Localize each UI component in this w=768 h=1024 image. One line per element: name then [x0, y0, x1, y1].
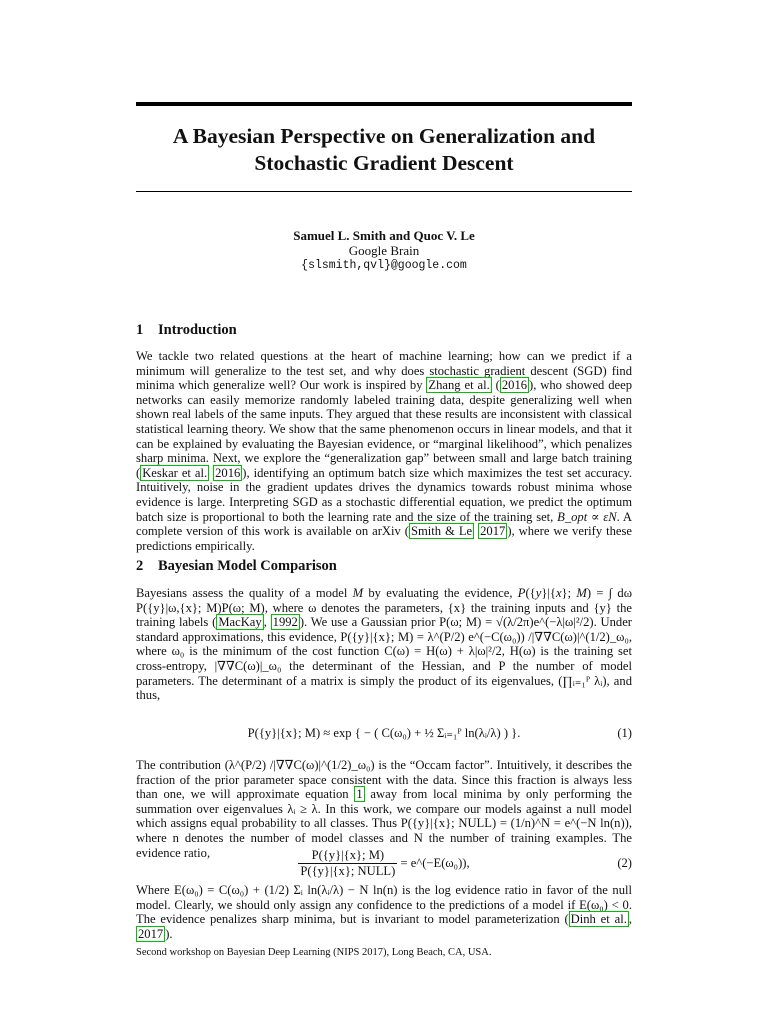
evidence-ratio-fraction [298, 848, 397, 879]
citation-keskar[interactable]: Keskar et al. [142, 465, 208, 480]
equation-2-rhs: = e^(−E(ω₀)), [400, 856, 470, 870]
bmc-paragraph-1: Bayesians assess the quality of a model M by evaluating the evidence, P({y}|{x}; M) = ∫ dω P({y}|ω,{x}; M)P(ω; M), where ω denotes the parameters, {x} the training inputs and {y} the training labels ( MacKay , 1992 ). We use a Gaussian prior P(ω; M) = √(λ/2π)e^(−λ|ω|²/2). Under standard approximations, this evidence, P({y}|{x}; M) = λ^(P/2) e^(−C(ω₀)) /|∇∇C(ω)|^(1/2)_ω₀, where ω₀ is the minimum of the cost function C(ω) = H(ω) + λ|ω|²/2, H(ω) is the training set cross-entropy, |∇∇C(ω)|_ω₀ the determinant of the Hessian, and P the number of model parameters. The determinant of a matrix is simply the product of its eigenvalues, (∏ᵢ₌₁ᴾ λᵢ), and thus, [136, 586, 632, 703]
citation-dinh[interactable]: Dinh et al. [570, 912, 627, 927]
equation-1 [136, 716, 632, 750]
bmc-paragraph-3: Where E(ω₀) = C(ω₀) + (1/2) Σᵢ ln(λᵢ/λ) − N ln(n) is the log evidence ratio in favor of the null model. Clearly, we should only assign any confidence to the predictions of a model if E(ω₀) < 0. The evidence penalizes sharp minima, but is invariant to model parameterization ( Dinh et al. , 2017 ). [136, 883, 633, 941]
section-heading-bayesian-model-comparison [136, 558, 632, 575]
citation-zhang-year[interactable]: 2016 [501, 378, 528, 393]
title-line-1: A Bayesian Perspective on Generalization and [172, 124, 596, 148]
citation-smith-le[interactable]: Smith & Le [410, 524, 473, 539]
bmc-text-7: Where E(ω₀) = C(ω₀) + (1/2) Σᵢ ln(λᵢ/λ) − N ln(n) is the log evidence ratio in favor of the null model. Clearly, we should only assign any confidence to the predictions of a model if E(ω₀) < 0. The evidence penalizes sharp minima, but is invariant to model parameterization ( [136, 883, 632, 927]
paper-title [136, 123, 632, 177]
citation-keskar-year[interactable]: 2016 [215, 465, 241, 480]
bmc-text-5: The contribution (λ^(P/2) /|∇∇C(ω)|^(1/2)_ω₀) is the “Occam factor”. Intuitively, it describes the fraction of the prior parameter space consistent with the data. Since this fraction is always less than one, we will approximate equation [136, 758, 632, 802]
section-number: 1 [136, 322, 144, 338]
bmc-text-2: by evaluating the evidence, [363, 586, 518, 600]
fraction-denominator: P({y}|{x}; NULL) [300, 864, 396, 878]
intro-text-4: . A complete version of this work is available on arXiv ( [136, 509, 633, 539]
bmc-text-4: ). We use a Gaussian prior P(ω; M) = √(λ/2π)e^(−λ|ω|²/2). Under standard approximations, this evidence, P({y}|{x}; M) = λ^(P/2) e^(−C(ω₀)) /|∇∇C(ω)|^(1/2)_ω₀, where ω₀ is the minimum of the cost function C(ω) = H(ω) + λ|ω|²/2, H(ω) is the training set cross-entropy, |∇∇C(ω)|_ω₀ the determinant of the Hessian, and P the number of model parameters. The determinant of a matrix is simply the product of its eigenvalues, (∏ᵢ₌₁ᴾ λᵢ), and thus, [136, 615, 632, 703]
equation-2 [136, 848, 632, 880]
section-title: Bayesian Model Comparison [158, 558, 337, 574]
equation-ref-1[interactable]: 1 [356, 787, 363, 802]
fraction-numerator: P({y}|{x}; M) [298, 848, 397, 864]
intro-text-2: ), who showed deep networks can easily memorize randomly labeled training data, despite generalizing well when shown real labels of the same inputs. They argued that these results are inconsistent with classical statistical learning theory. We show that the same phenomenon occurs in linear models, and that it can be explained by evaluating the Bayesian evidence, or “marginal likelihood”, which penalizes sharp minima. Next, we explore the “generalization gap” between small and large batch training ( [136, 378, 633, 480]
title-top-rule [136, 102, 632, 106]
author-email: {slsmith,qvl}@google.com [301, 259, 467, 272]
bmc-text-6: away from local minima by only performing the summation over eigenvalues λᵢ ≥ λ. In this work, we compare our models against a null model which assigns equal probability to all classes. Thus P({y}|{x}; NULL) = (1/n)^N = e^(−N ln(n)), where n denotes the number of model classes and N the number of training examples. The evidence ratio, [136, 787, 632, 860]
equation-1-lhs: P({y}|{x}; M) ≈ exp [247, 726, 352, 740]
bmc-text-8: ). [165, 926, 173, 941]
citation-mackay-year[interactable]: 1992 [272, 615, 298, 630]
citation-mackay[interactable]: MacKay [218, 615, 262, 630]
affiliation: Google Brain [348, 243, 420, 258]
equation-1-number: (1) [617, 726, 632, 740]
section-heading-introduction [136, 322, 632, 339]
title-line-2: Stochastic Gradient Descent [254, 151, 514, 175]
title-bottom-rule [136, 191, 632, 192]
intro-text-5: ), where we verify these predictions empirically. [136, 524, 632, 553]
intro-text-3: ), identifying an optimum batch size which maximizes the test set accuracy. Intuitively, noise in the gradient updates drives the dynamics towards robust minima whose evidence is large. Interpreting SGD as a stochastic differential equation, we predict the optimum batch size is proportional to both the learning rate and the size of the training set, [136, 465, 632, 524]
intro-text-1: We tackle two related questions at the heart of machine learning; how can we predict if a minimum will generalize to the test set, and why does stochastic gradient descent (SGD) find minima which generalize well? Our work is inspired by [136, 349, 632, 393]
citation-zhang[interactable]: Zhang et al. [428, 378, 490, 393]
citation-smith-le-year[interactable]: 2017 [480, 524, 506, 539]
introduction-paragraph: We tackle two related questions at the heart of machine learning; how can we predict if a minimum will generalize to the test set, and why does stochastic gradient descent (SGD) find minima which generalize well? Our work is inspired by Zhang et al. ( 2016 ), who showed deep networks can easily memorize randomly labeled training data, despite generalizing well when shown real labels of the same inputs. They argued that these results are inconsistent with classical statistical learning theory. We show that the same phenomenon occurs in linear models, and that it can be explained by evaluating the Bayesian evidence, or “marginal likelihood”, which penalizes sharp minima. Next, we explore the “generalization gap” between small and large batch training ( Keskar et al. 2016 ), identifying an optimum batch size which maximizes the test set accuracy. Intuitively, noise in the gradient updates drives the dynamics towards robust minima whose evidence is large. Interpreting SGD as a stochastic differential equation, we predict the optimum batch size is proportional to both the learning rate and the size of the training set, B_opt ∝ εN. A complete version of this work is available on arXiv ( Smith & Le 2017 ), where we verify these predictions empirically. [136, 349, 633, 553]
equation-1-rhs: { − ( C(ω₀) + ½ Σᵢ₌₁ᴾ ln(λᵢ/λ) ) }. [354, 726, 521, 740]
author-block [136, 228, 632, 273]
bmc-text-1: Bayesians assess the quality of a model [136, 586, 353, 600]
footer-note: Second workshop on Bayesian Deep Learning (NIPS 2017), Long Beach, CA, USA. [136, 947, 492, 958]
bmc-text-3: = ∫ dω P({y}|ω,{x}; M)P(ω; M), where ω denotes the parameters, {x} the training inputs and {y} the training labels ( [136, 586, 632, 630]
math-bopt: B_opt ∝ εN [557, 509, 617, 524]
equation-2-number: (2) [617, 856, 632, 870]
author-names: Samuel L. Smith and Quoc V. Le [293, 228, 475, 243]
citation-dinh-year[interactable]: 2017 [138, 926, 164, 941]
section-number: 2 [136, 558, 144, 574]
bmc-paragraph-2 [136, 758, 632, 860]
section-title: Introduction [158, 322, 237, 338]
